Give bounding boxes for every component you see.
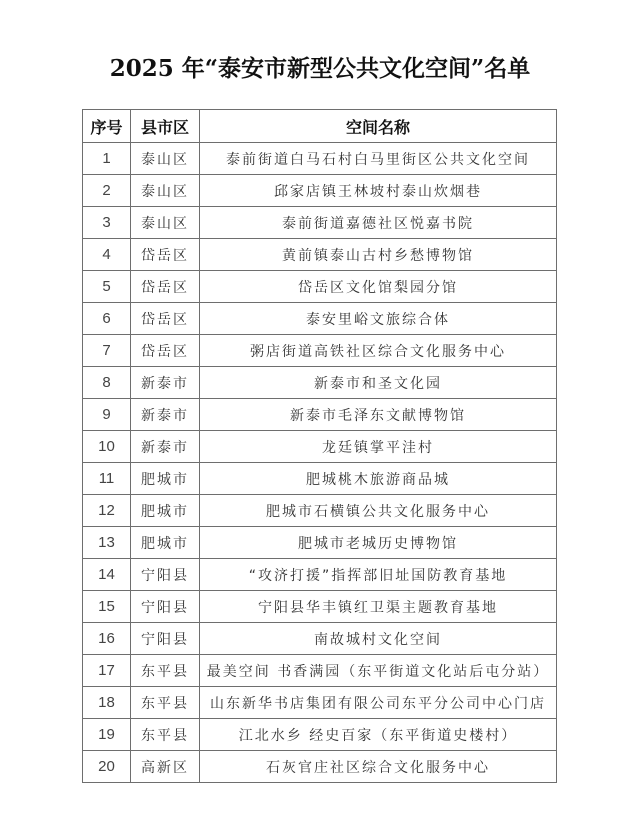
table-row	[83, 655, 557, 687]
row-district: 新泰市	[131, 399, 200, 431]
table-row	[83, 271, 557, 303]
row-space-name: 最美空间 书香满园（东平街道文化站后屯分站）	[200, 655, 557, 687]
row-space-name: 山东新华书店集团有限公司东平分公司中心门店	[200, 687, 557, 719]
row-district: 东平县	[131, 655, 200, 687]
table-row	[83, 239, 557, 271]
table-row	[83, 623, 557, 655]
row-space-name: 黄前镇泰山古村乡愁博物馆	[200, 239, 557, 271]
table-body	[83, 143, 557, 783]
row-district: 新泰市	[131, 431, 200, 463]
row-district: 宁阳县	[131, 591, 200, 623]
row-district: 肥城市	[131, 527, 200, 559]
page-title: 2025 年“泰安市新型公共文化空间”名单	[109, 55, 531, 82]
row-space-name: 石灰官庄社区综合文化服务中心	[200, 751, 557, 783]
row-space-name: “攻济打援”指挥部旧址国防教育基地	[200, 559, 557, 591]
table-row	[83, 559, 557, 591]
table-row	[83, 431, 557, 463]
header-district: 县市区	[131, 110, 200, 143]
row-space-name: 肥城市老城历史博物馆	[200, 527, 557, 559]
row-number: 2	[83, 175, 131, 207]
row-number: 11	[83, 463, 131, 495]
row-number: 9	[83, 399, 131, 431]
table-row	[83, 719, 557, 751]
table-row	[83, 687, 557, 719]
row-number: 3	[83, 207, 131, 239]
table-row	[83, 175, 557, 207]
table-row	[83, 591, 557, 623]
row-district: 肥城市	[131, 495, 200, 527]
table-row	[83, 495, 557, 527]
row-number: 1	[83, 143, 131, 175]
table-row	[83, 335, 557, 367]
table-header-row	[83, 110, 557, 143]
table-row	[83, 751, 557, 783]
row-district: 新泰市	[131, 367, 200, 399]
row-number: 20	[83, 751, 131, 783]
table-row	[83, 527, 557, 559]
row-space-name: 南故城村文化空间	[200, 623, 557, 655]
row-number: 18	[83, 687, 131, 719]
row-space-name: 泰前街道嘉德社区悦嘉书院	[200, 207, 557, 239]
row-district: 岱岳区	[131, 271, 200, 303]
row-number: 5	[83, 271, 131, 303]
row-number: 19	[83, 719, 131, 751]
row-number: 10	[83, 431, 131, 463]
row-space-name: 岱岳区文化馆梨园分馆	[200, 271, 557, 303]
row-space-name: 泰安里峪文旅综合体	[200, 303, 557, 335]
row-district: 东平县	[131, 719, 200, 751]
row-number: 4	[83, 239, 131, 271]
header-space-name: 空间名称	[200, 110, 557, 143]
table-row	[83, 143, 557, 175]
row-district: 宁阳县	[131, 623, 200, 655]
table-row	[83, 399, 557, 431]
table-row	[83, 367, 557, 399]
row-number: 15	[83, 591, 131, 623]
row-district: 肥城市	[131, 463, 200, 495]
spaces-table	[82, 109, 557, 783]
table-row	[83, 207, 557, 239]
header-no: 序号	[83, 110, 131, 143]
row-district: 东平县	[131, 687, 200, 719]
row-district: 泰山区	[131, 143, 200, 175]
row-number: 6	[83, 303, 131, 335]
row-district: 高新区	[131, 751, 200, 783]
row-number: 8	[83, 367, 131, 399]
row-space-name: 肥城桃木旅游商品城	[200, 463, 557, 495]
row-number: 7	[83, 335, 131, 367]
row-number: 14	[83, 559, 131, 591]
table-row	[83, 463, 557, 495]
row-district: 泰山区	[131, 207, 200, 239]
row-space-name: 肥城市石横镇公共文化服务中心	[200, 495, 557, 527]
row-number: 13	[83, 527, 131, 559]
row-space-name: 泰前街道白马石村白马里街区公共文化空间	[200, 143, 557, 175]
row-number: 16	[83, 623, 131, 655]
row-number: 12	[83, 495, 131, 527]
row-space-name: 宁阳县华丰镇红卫渠主题教育基地	[200, 591, 557, 623]
row-space-name: 江北水乡 经史百家（东平街道史楼村）	[200, 719, 557, 751]
row-district: 宁阳县	[131, 559, 200, 591]
row-space-name: 新泰市和圣文化园	[200, 367, 557, 399]
row-district: 岱岳区	[131, 239, 200, 271]
row-district: 岱岳区	[131, 303, 200, 335]
row-space-name: 新泰市毛泽东文献博物馆	[200, 399, 557, 431]
row-district: 岱岳区	[131, 335, 200, 367]
table-row	[83, 303, 557, 335]
row-district: 泰山区	[131, 175, 200, 207]
row-space-name: 粥店街道高铁社区综合文化服务中心	[200, 335, 557, 367]
row-number: 17	[83, 655, 131, 687]
row-space-name: 龙廷镇掌平洼村	[200, 431, 557, 463]
row-space-name: 邱家店镇王林坡村泰山炊烟巷	[200, 175, 557, 207]
